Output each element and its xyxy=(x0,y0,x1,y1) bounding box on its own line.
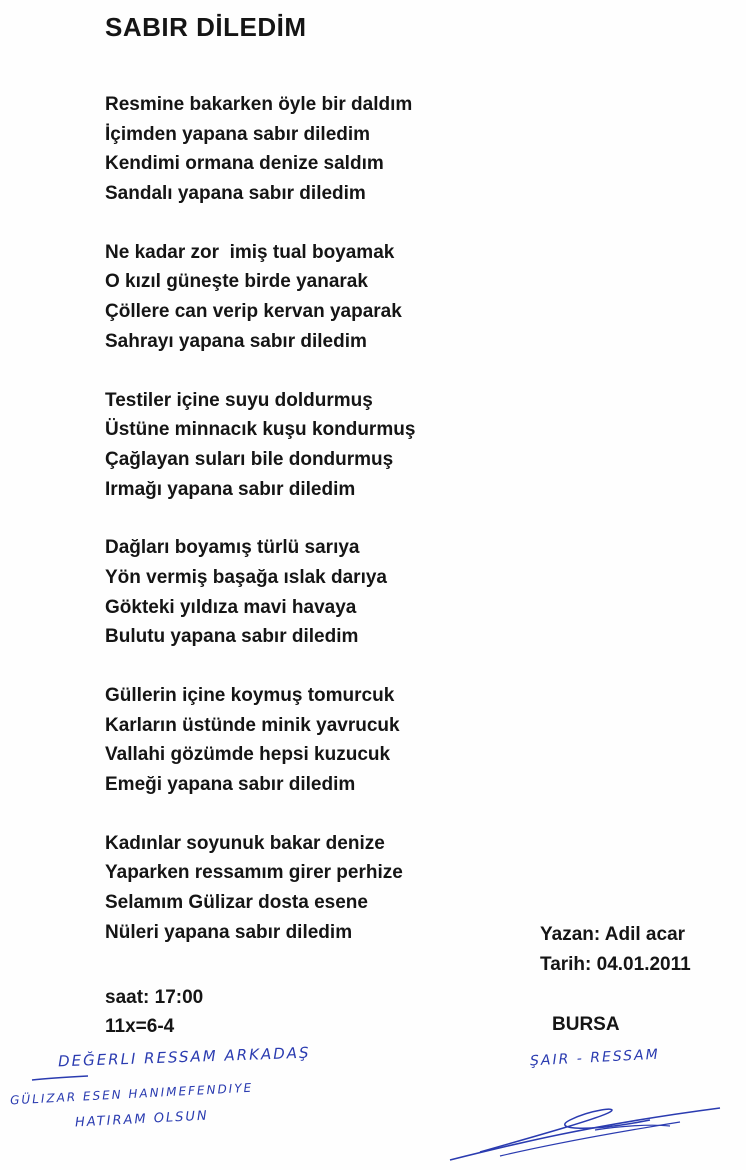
stanza-4 xyxy=(105,533,545,652)
poem-line: Sandalı yapana sabır diledim xyxy=(105,183,366,205)
poem-line: Sahrayı yapana sabır diledim xyxy=(105,330,367,352)
stanza-1 xyxy=(105,90,545,209)
poem-line: Vallahi gözümde hepsi kuzucuk xyxy=(105,744,391,766)
poem-line: Kadınlar soyunuk bakar denize xyxy=(105,832,385,854)
poem-body xyxy=(105,90,545,977)
poem-line: Nüleri yapana sabır diledim xyxy=(105,921,353,943)
poem-line: Resmine bakarken öyle bir daldım xyxy=(105,94,413,115)
poem-line: Bulutu yapana sabır diledim xyxy=(105,626,359,648)
poem-title: SABIR DİLEDİM xyxy=(105,12,307,42)
city-text: BURSA xyxy=(552,1014,620,1035)
stanza-5 xyxy=(105,681,545,800)
time-text: saat: 17:00 xyxy=(105,987,204,1008)
poem-line: O kızıl güneşte birde yanarak xyxy=(105,271,368,293)
poem-line: İçimden yapana sabır diledim xyxy=(105,123,371,145)
code-text: 11x=6-4 xyxy=(105,1016,175,1037)
poem-line: Irmağı yapana sabır diledim xyxy=(105,478,356,500)
poem-line: Gökteki yıldıza mavi havaya xyxy=(105,596,357,618)
handwritten-signature-label: ŞAIR - RESSAM xyxy=(529,1046,661,1070)
stanza-3 xyxy=(105,386,545,505)
author-name: Yazan: Adil acar xyxy=(540,924,686,945)
poem-line: Çağlayan suları bile dondurmuş xyxy=(105,448,394,470)
date-text: Tarih: 04.01.2011 xyxy=(540,954,691,975)
poem-line: Dağları boyamış türlü sarıya xyxy=(105,537,360,559)
poem-line: Üstüne minnacık kuşu kondurmuş xyxy=(105,419,416,441)
handwritten-dedication-line-3: HATIRAM OLSUN xyxy=(74,1108,210,1131)
poem-line: Ne kadar zor imiş tual boyamak xyxy=(105,241,395,263)
poem-line: Yaparken ressamım girer perhize xyxy=(105,862,403,884)
poem-line: Selamım Gülizar dosta esene xyxy=(105,892,368,914)
poem-line: Emeği yapana sabır diledim xyxy=(105,774,356,796)
stanza-2 xyxy=(105,238,545,357)
handwritten-dedication-line-1: DEĞERLI RESSAM ARKADAŞ xyxy=(57,1043,311,1071)
meta-info xyxy=(105,983,203,1041)
handwritten-dedication-line-2: GÜLIZAR ESEN HANIMEFENDIYE xyxy=(9,1080,254,1108)
poem-line: Yön vermiş başağa ıslak darıya xyxy=(105,566,387,588)
poem-line: Güllerin içine koymuş tomurcuk xyxy=(105,685,395,706)
poem-line: Karların üstünde minik yavrucuk xyxy=(105,714,400,736)
signature-icon xyxy=(420,1090,740,1170)
stanza-6 xyxy=(105,829,545,948)
poem-line: Testiler içine suyu doldurmuş xyxy=(105,389,373,411)
author-info xyxy=(540,920,691,980)
poem-line: Kendimi ormana denize saldım xyxy=(105,153,384,175)
poem-line: Çöllere can verip kervan yaparak xyxy=(105,301,402,323)
